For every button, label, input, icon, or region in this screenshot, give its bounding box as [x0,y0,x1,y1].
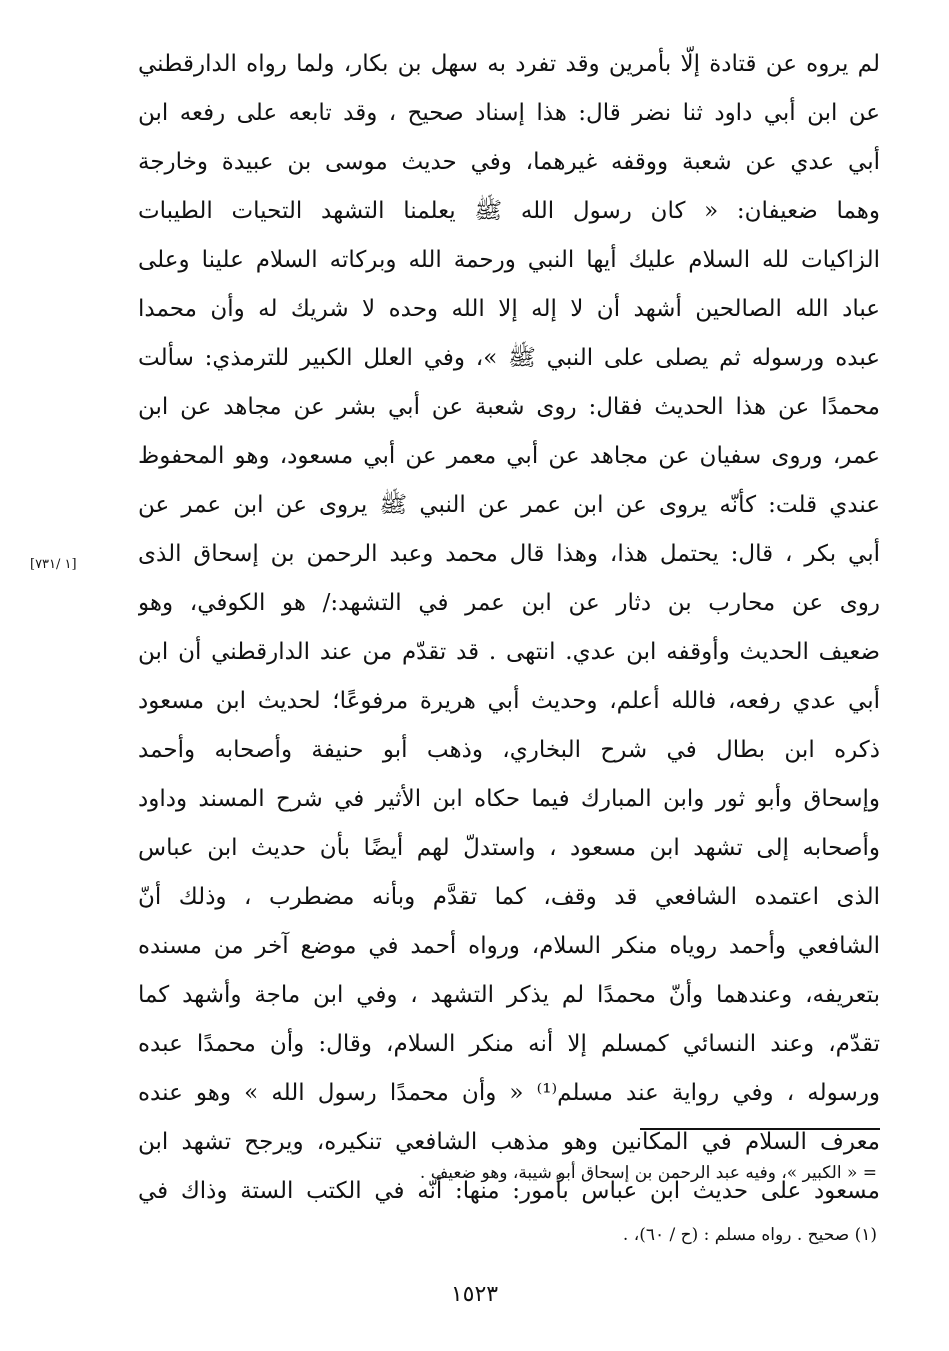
text-line: عباد الله الصالحين أشهد أن لا إله إلا الله وحده لا شريك له وأن محمدا [138,296,880,322]
text-line: محمدًا عن هذا الحديث فقال: روى شعبة عن أبي بشر عن مجاهد عن ابن [138,394,880,420]
text-line: وهما ضعيفان: « كان رسول الله ﷺ يعلمنا التشهد التحيات الطيبات [138,198,880,224]
main-text-block [138,40,880,1216]
text-line: أبي عدي عن شعبة ووقفه غيرهما، وفي حديث موسى بن عبيدة وخارجة [138,149,880,175]
text-line: الزاكيات لله السلام عليك أيها النبي ورحمة الله وبركاته السلام علينا وعلى [138,247,880,273]
text-line: مسعود على حديث ابن عباس بأمور: منها: أنّه في الكتب الستة وذاك في [138,1178,880,1204]
footnote-1: (١) صحيح . رواه مسلم : (ح / ٦٠)، . [622,1225,877,1245]
footnote-separator [640,1128,880,1130]
text-line: ذكره ابن بطال في شرح البخاري، وذهب أبو حنيفة وأصحابه وأحمد [138,737,880,763]
text-line: لم يروه عن قتادة إلّا بأمرين وقد تفرد به سهل بن بكار، ولما رواه الدارقطني [138,51,880,77]
text-line: ضعيف الحديث وأوقفه ابن عدي. انتهى . قد تقدّم من عند الدارقطني أن ابن [138,639,880,665]
text-line: الذى اعتمده الشافعي قد وقف، كما تقدَّم وبأنه مضطرب ، وذلك أنّ [138,884,880,910]
text-line: ورسوله ، وفي رواية عند مسلم⁽¹⁾ « وأن محمدًا رسول الله » وهو عنده [138,1080,880,1106]
text-line: وإسحاق وأبو ثور وابن المبارك فيما حكاه ابن الأثير في شرح المسند وداود [138,786,880,812]
text-line: عمر، وروى سفيان عن مجاهد عن أبي معمر عن أبي مسعود، وهو المحفوظ [138,443,880,469]
text-line: أبي بكر ، قال: يحتمل هذا، وهذا قال محمد وعبد الرحمن بن إسحاق الذى [138,541,880,567]
text-line: عن ابن أبي داود ثنا نضر قال: هذا إسناد صحيح ، وقد تابعه على رفعه ابن [138,100,880,126]
text-line: أبي عدي رفعه، فالله أعلم، وحديث أبي هريرة مرفوعًا؛ لحديث ابن مسعود [138,688,880,714]
margin-page-reference: [١ /٧٣١] [30,557,77,572]
text-line: وأصحابه إلى تشهد ابن مسعود ، واستدلّ لهم أيضًا بأن حديث ابن عباس [138,835,880,861]
text-line: روى عن محارب بن دثار عن ابن عمر في التشهد:/ هو الكوفي، وهو [138,590,880,616]
text-line: عندي قلت: كأنّه يروى عن ابن عمر عن النبي ﷺ يروى عن ابن عمر عن [138,492,880,518]
text-line: الشافعي وأحمد روياه منكر السلام، ورواه أحمد في موضع آخر من مسنده [138,933,880,959]
text-line: عبده ورسوله ثم يصلى على النبي ﷺ »، وفي العلل الكبير للترمذي: سألت [138,345,880,371]
text-line: بتعريفه، وعندهما وأنّ محمدًا لم يذكر التشهد ، وفي ابن ماجة وأشهد كما [138,982,880,1008]
text-line: تقدّم، وعند النسائي كمسلم إلا أنه منكر السلام، وقال: وأن محمدًا عبده [138,1031,880,1057]
footnote-continuation: = « الكبير »، وفيه عبد الرحمن بن إسحاق أبو شيبة، وهو ضعيف . [419,1163,877,1183]
page-number: ١٥٢٣ [450,1282,499,1307]
text-line: معرف السلام في المكانين وهو مذهب الشافعي تنكيره، ويرجح تشهد ابن [138,1129,880,1155]
